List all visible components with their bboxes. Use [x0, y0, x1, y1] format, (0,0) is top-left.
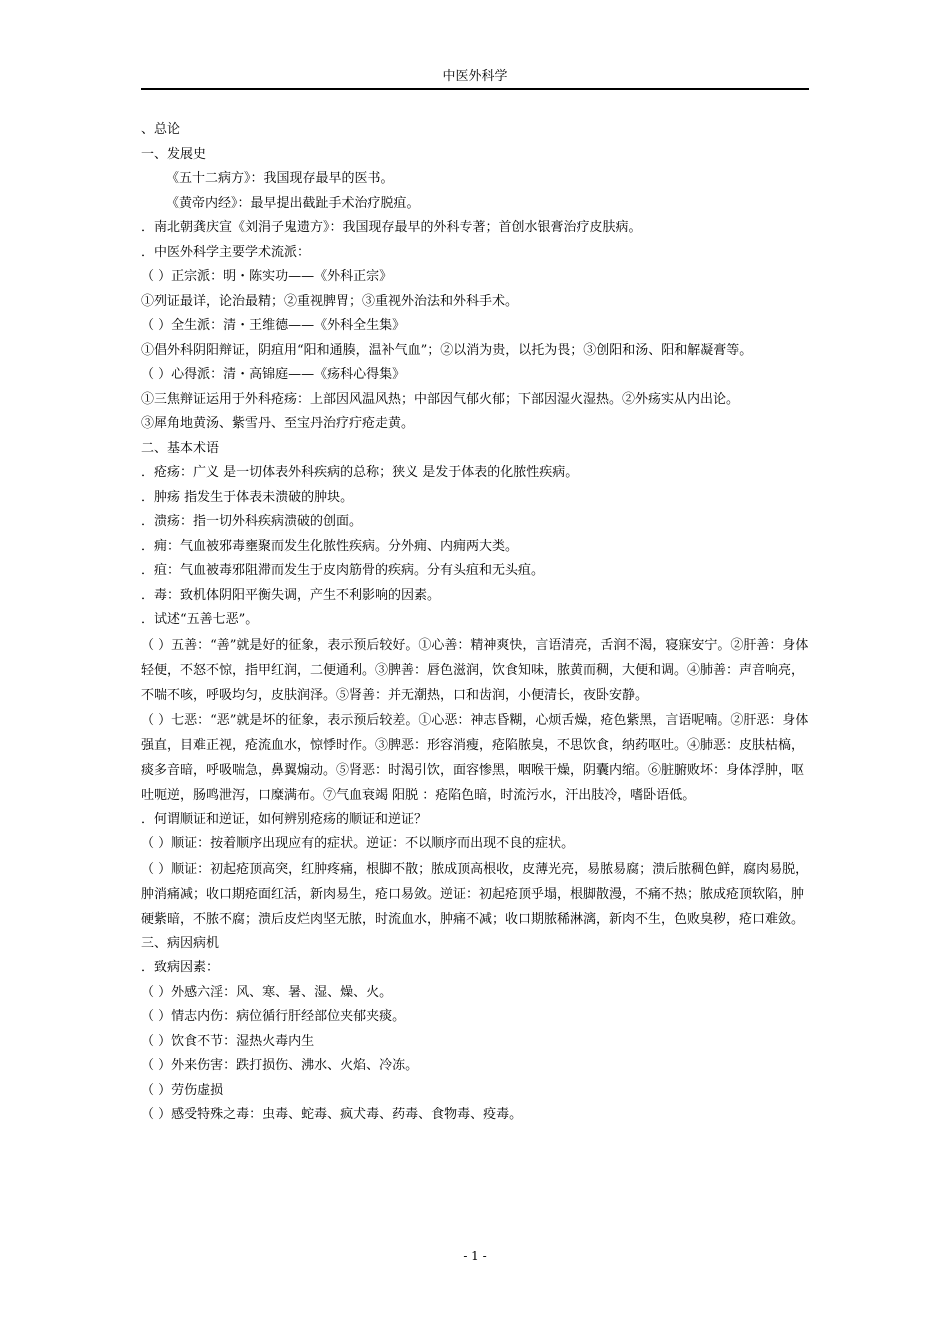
- text-line: ①列证最详，论治最精；②重视脾胃；③重视外治法和外科手术。: [141, 293, 519, 309]
- text-line: ．南北朝龚庆宣《刘涓子鬼遗方》：我国现存最早的外科专著；首创水银膏治疗皮肤病。: [141, 220, 642, 235]
- text-line: （ ）外来伤害：跌打损伤、沸水、火焰、冷冻。: [141, 1058, 419, 1073]
- text-line: （ ）劳伤虚损: [141, 1082, 224, 1098]
- text-line: ．致病因素：: [141, 960, 220, 975]
- text-line: （ ）饮食不节：湿热火毒内生: [141, 1033, 315, 1049]
- text-line: 《黄帝内经》：最早提出截趾手术治疗脱疽。: [166, 195, 420, 211]
- text-line: （ ）顺证：按着顺序出现应有的症状。逆证：不以顺序而出现不良的症状。: [141, 836, 575, 851]
- paragraph: （ ）七恶：“恶”就是坏的征象，表示预后较差。①心恶：神志昏糊，心烦舌燥，疮色紫黑，言语呢喃。②肝恶：身体强直，目难正视，疮流血水，惊悸时作。③脾恶：形容消瘦，疮陷脓臭，不思饮食，纳药呕吐。④肺恶：皮肤枯槁，痰多音暗，呼吸喘急，鼻翼煽动。⑤肾恶：时渴引饮，面容惨黑，咽喉干燥，阴囊内缩。⑥脏腑败坏：身体浮肿，呕吐呃逆，肠鸣泄泻，口糜满布。⑦气血衰竭 阳脱 ：疮陷色暗，时流污水，汗出肢冷，嗜卧语低。: [141, 712, 809, 803]
- text-line: ①倡外科阴阳辩证，阴疽用“阳和通腠，温补气血”；②以消为贵，以托为畏；③创阳和汤、阳和解凝膏等。: [141, 342, 753, 358]
- text-line: ③犀角地黄汤、紫雪丹、至宝丹治疗疔疮走黄。: [141, 416, 415, 431]
- text-line: ．溃疡：指一切外科疾病溃破的创面。: [141, 514, 363, 529]
- text-line: ．疮疡：广义 是一切体表外科疾病的总称；狭义 是发于体表的化脓性疾病。: [141, 465, 579, 480]
- section-heading: 一、发展史: [141, 146, 207, 162]
- header-rule: [141, 88, 809, 90]
- text-line: ．何谓顺证和逆证，如何辨别疮疡的顺证和逆证？: [141, 811, 428, 827]
- text-line: （ ）全生派：清・王维德——《外科全生集》: [141, 318, 406, 333]
- text-line: （ ）感受特殊之毒：虫毒、蛇毒、疯犬毒、药毒、食物毒、疫毒。: [141, 1107, 523, 1122]
- text-line: （ ）心得派：清・高锦庭——《疡科心得集》: [141, 367, 406, 382]
- text-line: （ ）外感六淫：风、寒、暑、湿、燥、火。: [141, 984, 393, 1000]
- page-number: - 1 -: [463, 1249, 487, 1263]
- section-heading: 二、基本术语: [141, 440, 220, 456]
- section-heading: 三、病因病机: [141, 935, 220, 951]
- text-line: ．肿疡 指发生于体表未溃破的肿块。: [141, 489, 354, 505]
- section-heading: 、总论: [141, 122, 181, 137]
- text-line: ．试述“五善七恶”。: [141, 612, 259, 627]
- text-line: ．痈：气血被邪毒壅聚而发生化脓性疾病。分外痈、内痈两大类。: [141, 538, 519, 554]
- text-line: ①三焦辩证运用于外科疮疡：上部因风温风热；中部因气郁火郁；下部因湿火湿热。②外疡实从内出论。: [141, 391, 740, 407]
- text-line: ．毒：致机体阴阳平衡失调，产生不利影响的因素。: [141, 587, 441, 603]
- text-line: （ ）正宗派：明・陈实功——《外科正宗》: [141, 269, 393, 284]
- text-line: ．疽：气血被毒邪阻滞而发生于皮肉筋骨的疾病。分有头疽和无头疽。: [141, 563, 545, 578]
- paragraph: （ ）五善：“善”就是好的征象，表示预后较好。①心善：精神爽快，言语清亮，舌润不渴，寝寐安宁。②肝善：身体轻便，不怒不惊，指甲红润，二便通利。③脾善：唇色滋润，饮食知味，脓黄而稠，大便和调。④肺善：声音响亮，不喘不咳，呼吸均匀，皮肤润泽。⑤肾善：并无潮热，口和齿润，小便清长，夜卧安静。: [141, 637, 809, 703]
- text-line: 《五十二病方》：我国现存最早的医书。: [166, 171, 394, 186]
- page-header-title: 中医外科学: [442, 69, 508, 84]
- text-line: （ ）情志内伤：病位循行肝经部位夹郁夹痰。: [141, 1009, 406, 1024]
- document-body: [141, 118, 809, 1128]
- paragraph: （ ）顺证：初起疮顶高突，红肿疼痛，根脚不散；脓成顶高根收，皮薄光亮，易脓易腐；溃后脓稠色鲜，腐肉易脱，肿消痛减；收口期疮面红活，新肉易生，疮口易敛。逆证：初起疮顶乎塌，根脚散漫，不痛不热；脓成疮顶软陷，肿硬紫暗，不脓不腐；溃后皮烂肉坚无脓，时流血水，肿痛不减；收口期脓稀淋漓，新肉不生，色败臭秽，疮口难敛。: [141, 861, 809, 927]
- text-line: ．中医外科学主要学术流派：: [141, 244, 311, 260]
